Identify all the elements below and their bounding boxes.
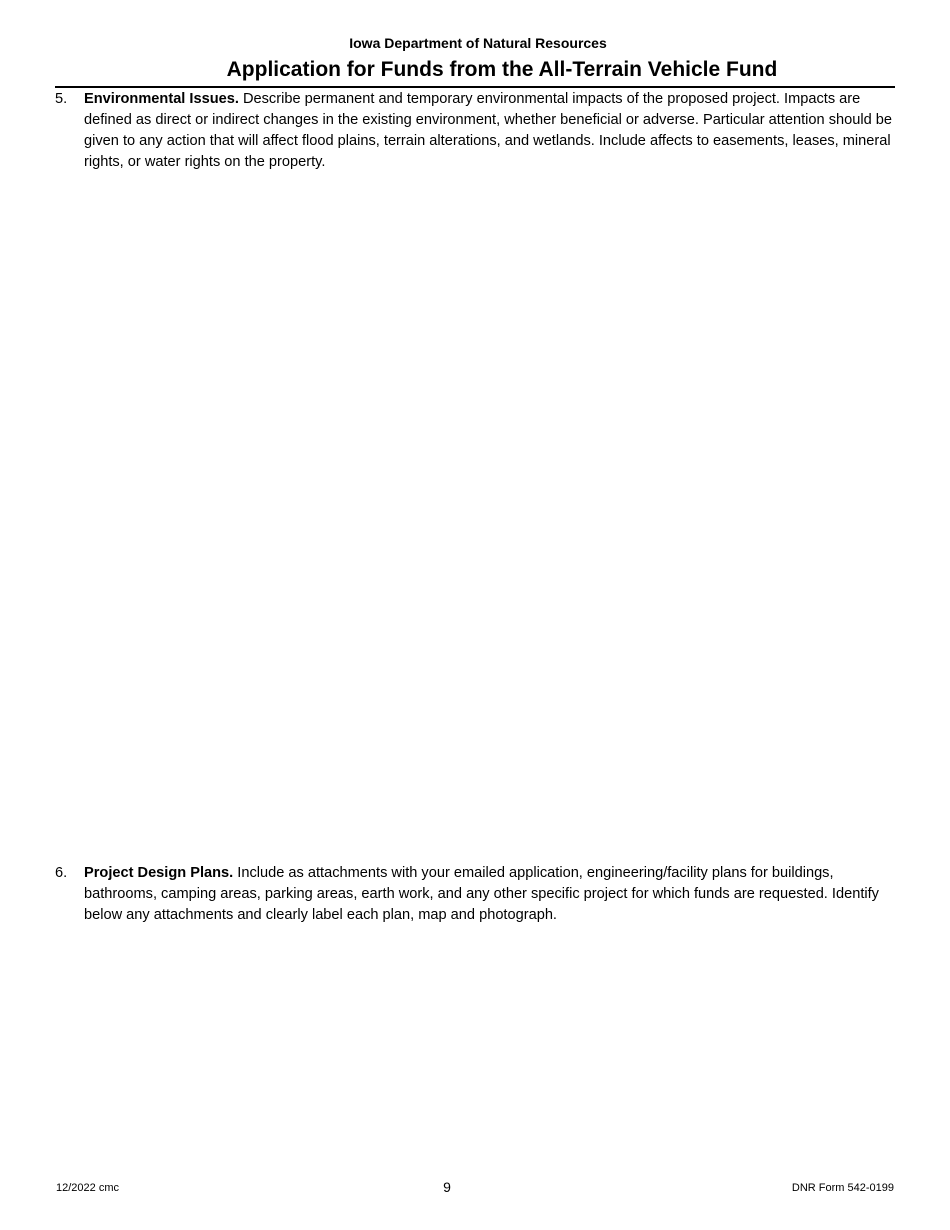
project-design-plans-response-area[interactable]: [84, 935, 895, 1170]
page-number: 9: [443, 1179, 451, 1195]
question-number: 6.: [55, 865, 68, 881]
organization-name: Iowa Department of Natural Resources: [349, 35, 607, 51]
question-environmental-issues: [55, 89, 895, 173]
header-divider: [55, 86, 895, 88]
question-project-design-plans: [55, 863, 895, 926]
question-heading: Environmental Issues.: [84, 91, 239, 107]
question-text: [84, 863, 895, 926]
question-heading: Project Design Plans.: [84, 865, 234, 881]
question-number: 5.: [55, 91, 68, 107]
environmental-issues-response-area[interactable]: [84, 180, 895, 850]
form-revision-date: 12/2022 cmc: [56, 1182, 119, 1194]
form-number: DNR Form 542-0199: [791, 1182, 894, 1194]
question-text: [84, 89, 895, 173]
form-title: Application for Funds from the All-Terrain Vehicle Fund: [226, 58, 778, 81]
question-description: Describe permanent and temporary environmental impacts of the proposed project. Impacts are defined as direct or indirect changes in the existing environment, whether beneficial or adverse. Particular attention should be given to any action that will affect flood plains, terrain alterations, and wetlands. Include affects to easements, leases, mineral rights, or water rights on the property.: [84, 91, 892, 170]
question-description: Include as attachments with your emailed application, engineering/facility plans for buildings, bathrooms, camping areas, parking areas, earth work, and any other specific project for which funds are requested. Identify below any attachments and clearly label each plan, map and photograph.: [84, 865, 879, 923]
